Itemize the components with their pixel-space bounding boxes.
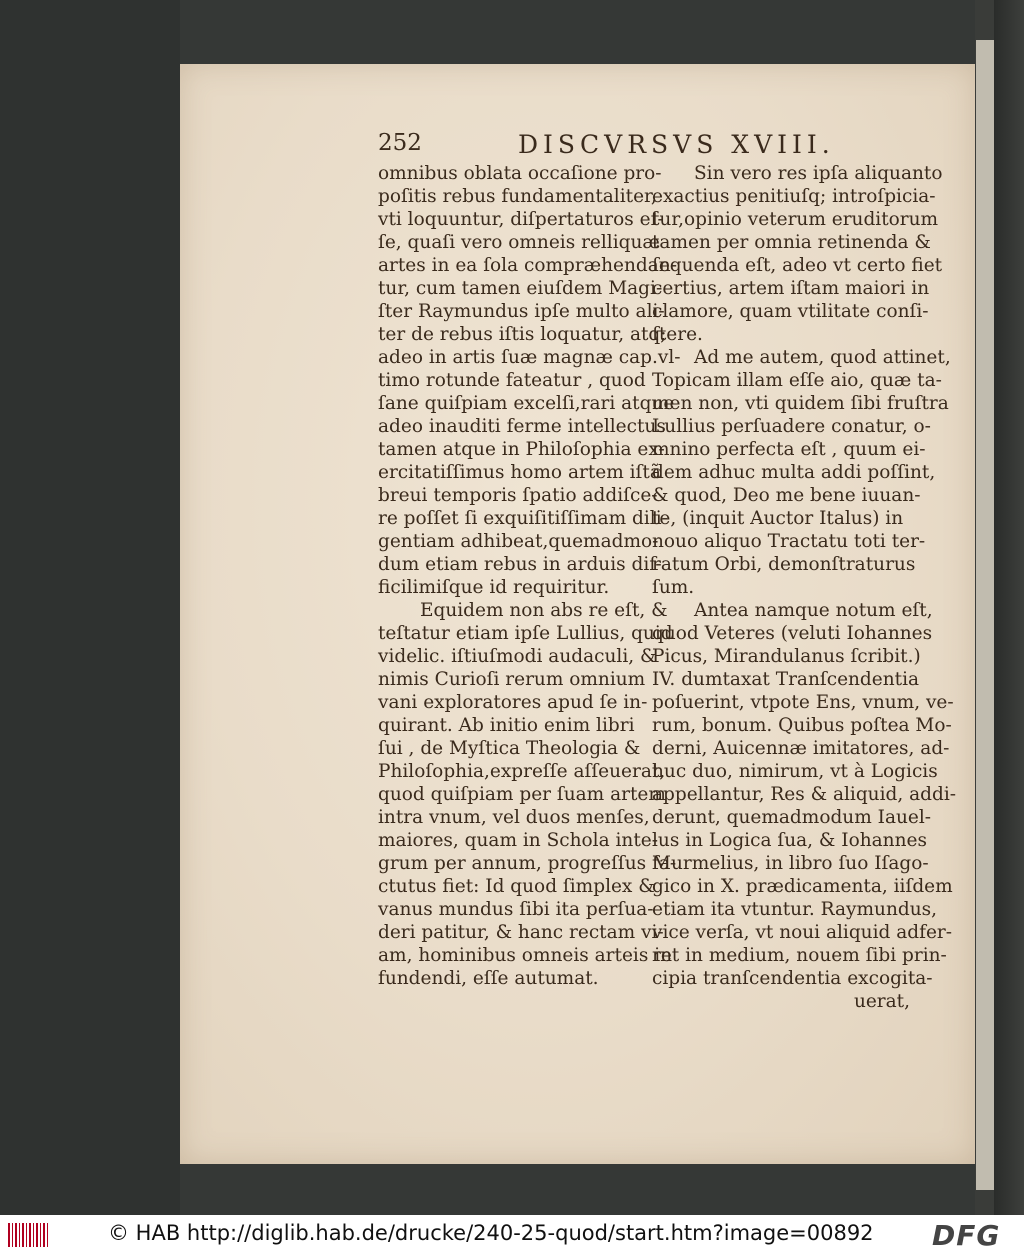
text-line: IV. dumtaxat Tranſcendentia bbox=[652, 669, 920, 690]
text-line: clamore, quam vtilitate conſi- bbox=[652, 301, 929, 322]
text-line: quod Veteres (veluti Iohannes bbox=[652, 623, 933, 644]
text-line: ficilimiſque id requiritur. bbox=[378, 577, 610, 598]
text-line: maiores, quam in Schola inte- bbox=[378, 830, 658, 851]
footer-bar bbox=[0, 1215, 1024, 1255]
text-line: tur,opinio veterum eruditorum bbox=[652, 209, 939, 230]
scan-background-left bbox=[0, 0, 180, 1215]
text-line: exactius penitiuſq; introſpicia- bbox=[652, 186, 936, 207]
text-line: ſum. bbox=[652, 577, 695, 598]
text-line: ſter Raymundus ipſe multo ali- bbox=[378, 301, 665, 322]
dfg-logo: DFG bbox=[932, 1219, 1001, 1252]
text-line: Picus, Mirandulanus ſcribit.) bbox=[652, 646, 921, 667]
text-line: Sin vero res ipſa aliquanto bbox=[694, 163, 943, 184]
hab-barcode-logo bbox=[8, 1223, 48, 1247]
text-line: vice verſa, vt noui aliquid adfer- bbox=[652, 922, 952, 943]
text-line: lus in Logica ſua, & Iohannes bbox=[652, 830, 927, 851]
text-line: huc duo, nimirum, vt à Logicis bbox=[652, 761, 938, 782]
text-line: timo rotunde fateatur , quod bbox=[378, 370, 646, 391]
text-line: ſui , de Myſtica Theologia & bbox=[378, 738, 641, 759]
text-line: adeo inauditi ferme intellectus bbox=[378, 416, 666, 437]
text-line: nimis Curioſi rerum omnium bbox=[378, 669, 646, 690]
text-line: dum etiam rebus in arduis dif- bbox=[378, 554, 662, 575]
source-credit[interactable]: © HAB http://diglib.hab.de/drucke/240-25-quod/start.htm?image=00892 bbox=[108, 1221, 874, 1245]
text-line: derni, Auicennæ imitatores, ad- bbox=[652, 738, 950, 759]
text-line: re poſſet ſi exquiſitiſſimam dili- bbox=[378, 508, 668, 529]
text-line: men non, vti quidem ſibi fruſtra bbox=[652, 393, 949, 414]
text-line: vani exploratores apud ſe in- bbox=[378, 692, 648, 713]
text-line: artes in ea ſola compræhendan- bbox=[378, 255, 677, 276]
text-line: rum, bonum. Quibus poſtea Mo- bbox=[652, 715, 952, 736]
text-line: & quod, Deo me bene iuuan- bbox=[652, 485, 921, 506]
text-line: ratum Orbi, demonſtraturus bbox=[652, 554, 916, 575]
catchword: uerat, bbox=[853, 991, 910, 1012]
page-number: 252 bbox=[378, 130, 422, 156]
text-line: ſe, quaſi vero omneis relliquæ bbox=[378, 232, 660, 253]
text-line: quirant. Ab initio enim libri bbox=[378, 715, 635, 736]
scan-background-edge bbox=[994, 0, 1024, 1215]
text-line: tamen per omnia retinenda & bbox=[652, 232, 931, 253]
text-line: intra vnum, vel duos menſes, bbox=[378, 807, 650, 828]
text-line: ercitatiſſimus homo artem iſtã bbox=[378, 462, 661, 483]
text-line: Lullius perſuadere conatur, o- bbox=[652, 416, 931, 437]
running-head bbox=[378, 130, 918, 164]
text-line: ter de rebus iſtis loquatur, atq; bbox=[378, 324, 667, 345]
adjacent-page-edge bbox=[976, 40, 994, 1190]
text-line: fundendi, eſſe autumat. bbox=[378, 968, 599, 989]
text-line: dem adhuc multa addi poſſint, bbox=[652, 462, 936, 483]
text-line: poſuerint, vtpote Ens, vnum, ve- bbox=[652, 692, 954, 713]
text-line: videlic. iſtiuſmodi audaculi, & bbox=[378, 646, 657, 667]
text-line: Antea namque notum eſt, bbox=[694, 600, 933, 621]
text-line: vanus mundus ſibi ita perſua- bbox=[378, 899, 654, 920]
text-line: grum per annum, progreſſus fa- bbox=[378, 853, 677, 874]
text-line: teſtatur etiam ipſe Lullius, quid bbox=[378, 623, 673, 644]
text-line: deri patitur, & hanc rectam vi- bbox=[378, 922, 664, 943]
text-line: poſitis rebus fundamentaliter, bbox=[378, 186, 657, 207]
text-line: vti loquuntur, diſpertaturos eſ- bbox=[378, 209, 664, 230]
text-line: ſane quiſpiam excelſi,rari atque bbox=[378, 393, 675, 414]
text-line: Topicam illam eſſe aio, quæ ta- bbox=[652, 370, 942, 391]
text-line: tur, cum tamen eiuſdem Magi- bbox=[378, 278, 663, 299]
text-line: certius, artem iſtam maiori in bbox=[652, 278, 930, 299]
text-line: ret in medium, nouem ſibi prin- bbox=[652, 945, 947, 966]
running-head-title: DISCVRSVS XVIII. bbox=[518, 130, 835, 159]
text-line: ſtere. bbox=[652, 324, 703, 345]
right-text-column bbox=[652, 162, 956, 1013]
text-line: cipia tranſcendentia excogita- bbox=[652, 968, 933, 989]
text-line: mnino perfecta eſt , quum ei- bbox=[652, 439, 926, 460]
text-line: nouo aliquo Tractatu toti ter- bbox=[652, 531, 926, 552]
text-line: appellantur, Res & aliquid, addi- bbox=[652, 784, 956, 805]
text-line: am, hominibus omneis arteis in bbox=[378, 945, 673, 966]
text-line: gentiam adhibeat,quemadmo- bbox=[378, 531, 659, 552]
text-line: Equidem non abs re eſt, & bbox=[420, 600, 668, 621]
text-line: adeo in artis ſuæ magnæ cap.vl- bbox=[378, 347, 681, 368]
text-line: omnibus oblata occaſione pro- bbox=[378, 163, 662, 184]
text-line: breui temporis ſpatio addiſce- bbox=[378, 485, 658, 506]
text-line: tamen atque in Philoſophia ex- bbox=[378, 439, 665, 460]
text-line: ctutus fiet: Id quod ſimplex & bbox=[378, 876, 655, 897]
text-line: Ad me autem, quod attinet, bbox=[694, 347, 951, 368]
text-line: derunt, quemadmodum Iauel- bbox=[652, 807, 932, 828]
text-line: Philoſophia,expreſſe aſſeuerat, bbox=[378, 761, 666, 782]
text-line: ſequenda eſt, adeo vt certo fiet bbox=[652, 255, 943, 276]
text-line: gico in X. prædicamenta, iiſdem bbox=[652, 876, 953, 897]
text-line: quod quiſpiam per ſuam artem bbox=[378, 784, 666, 805]
text-line: etiam ita vtuntur. Raymundus, bbox=[652, 899, 937, 920]
text-line: te, (inquit Auctor Italus) in bbox=[652, 508, 904, 529]
text-line: Murmelius, in libro ſuo Iſago- bbox=[652, 853, 929, 874]
